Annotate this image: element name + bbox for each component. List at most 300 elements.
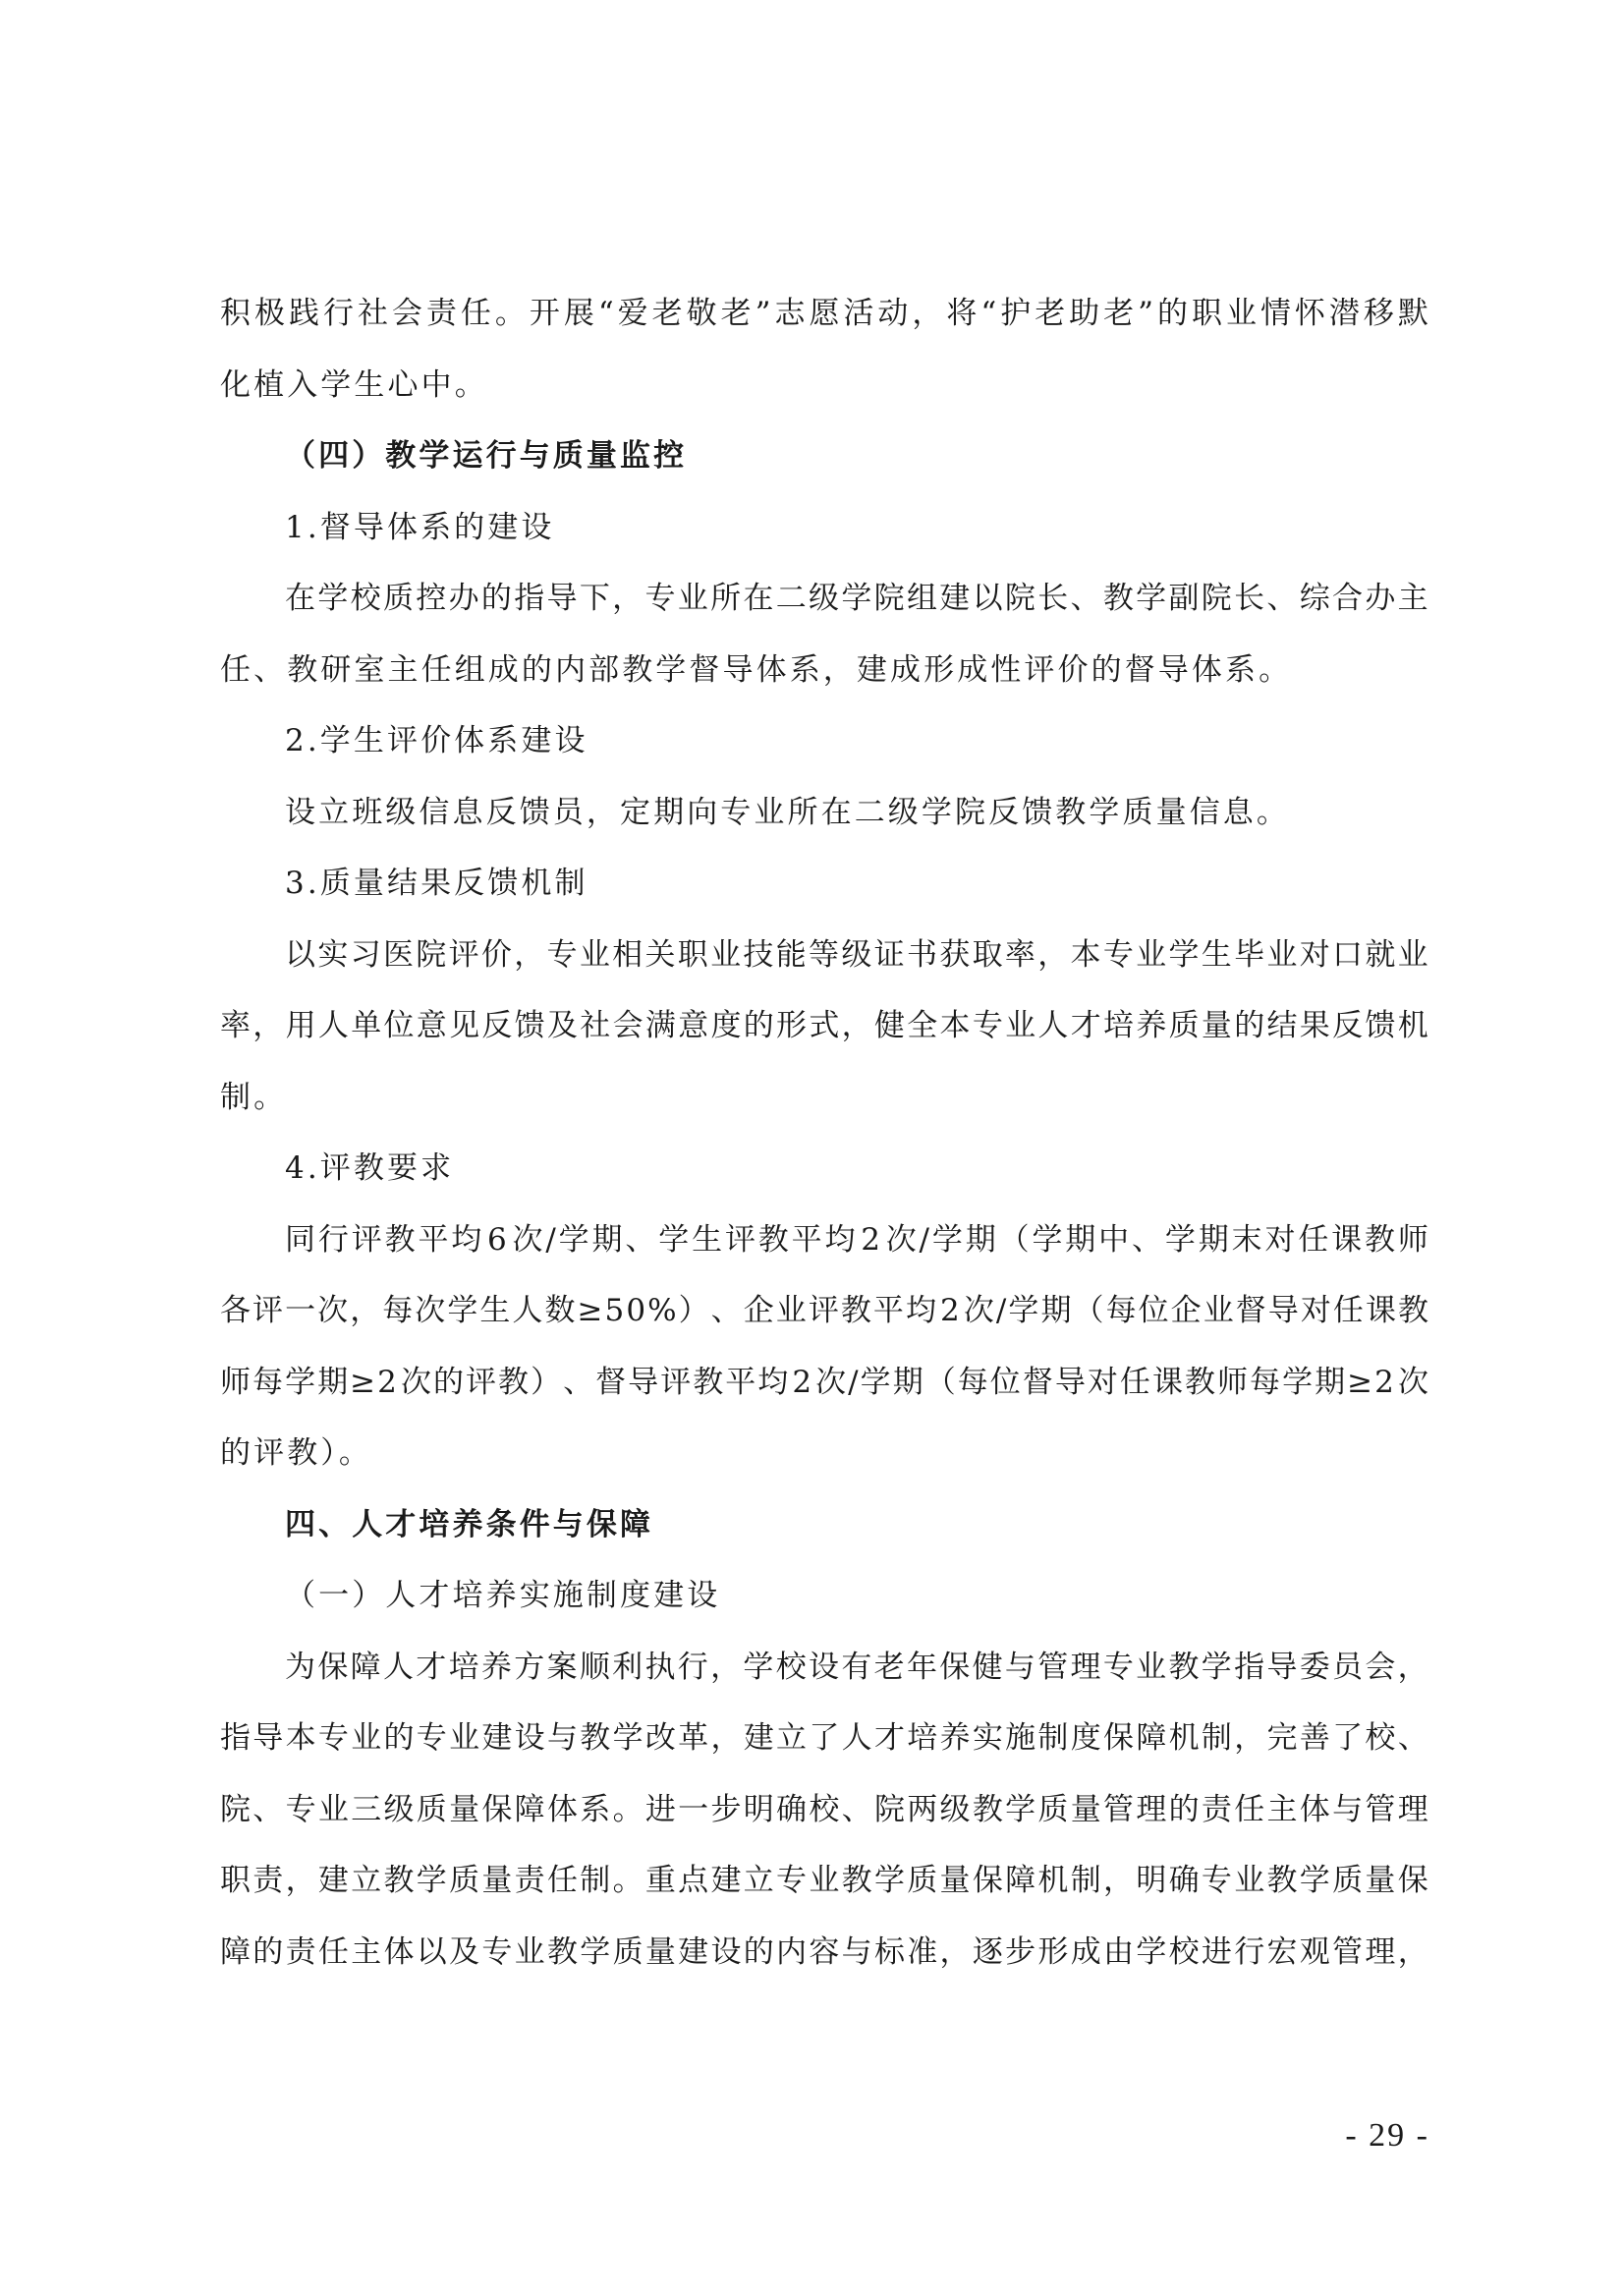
glyph: 关 — [644, 936, 676, 973]
glyph: / — [848, 1364, 859, 1400]
glyph: 设 — [809, 1649, 839, 1685]
glyph: 校 — [809, 1791, 840, 1827]
glyph: 学 — [1005, 1791, 1036, 1827]
glyph: 位 — [1138, 1293, 1169, 1328]
glyph: 业 — [1397, 936, 1428, 973]
glyph: 人 — [841, 1720, 872, 1756]
glyph: 标 — [873, 1933, 905, 1970]
glyph: 职 — [220, 1863, 251, 1898]
subsection-heading: 1.督导体系的建设 — [285, 509, 555, 545]
glyph: 由 — [1103, 1933, 1135, 1970]
glyph: 、 — [1266, 581, 1298, 616]
glyph: 院 — [1004, 581, 1035, 616]
glyph: 级 — [841, 936, 872, 973]
glyph: 行 — [1234, 1933, 1265, 1970]
glyph: 、 — [625, 1221, 656, 1258]
glyph: 业 — [677, 581, 708, 616]
glyph: 组 — [906, 581, 937, 616]
glyph: 人 — [512, 1293, 543, 1328]
glyph: 保 — [1103, 1720, 1135, 1756]
glyph: 。 — [494, 296, 526, 331]
glyph: 的 — [1168, 1791, 1200, 1827]
glyph: 2 — [377, 1364, 397, 1400]
glyph: 学 — [558, 1221, 589, 1258]
glyph: 与 — [841, 1933, 872, 1970]
glyph: 本 — [1070, 936, 1101, 973]
glyph: 机 — [1397, 1008, 1428, 1043]
glyph: 全 — [907, 1008, 938, 1043]
glyph: 业 — [1136, 1649, 1167, 1685]
glyph: 主 — [1266, 1791, 1298, 1827]
glyph: ， — [514, 936, 545, 973]
glyph: 利 — [612, 1649, 644, 1685]
glyph: 业 — [1234, 1863, 1265, 1898]
glyph: 愿 — [809, 296, 840, 331]
glyph: 次 — [512, 1221, 543, 1258]
glyph: 职 — [1191, 296, 1222, 331]
glyph: 理 — [1397, 1791, 1428, 1827]
glyph: 、 — [1070, 581, 1101, 616]
glyph: 平 — [418, 1221, 449, 1258]
paragraph-line: 制。 — [220, 1079, 288, 1115]
paragraph-line — [220, 1632, 1428, 1704]
glyph: 业 — [317, 1791, 349, 1827]
glyph: 建 — [939, 581, 971, 616]
glyph: 内 — [776, 1933, 808, 1970]
glyph: 评 — [466, 1364, 496, 1400]
glyph: 以 — [285, 936, 315, 973]
glyph: ， — [710, 1649, 742, 1685]
glyph: 平 — [872, 1293, 904, 1328]
glyph: 革 — [678, 1720, 709, 1756]
glyph: 专 — [285, 1791, 316, 1827]
glyph: 明 — [743, 1791, 774, 1827]
glyph: 以 — [972, 581, 1003, 616]
glyph: 三 — [351, 1791, 382, 1827]
glyph: 体 — [546, 1791, 578, 1827]
glyph: ， — [1234, 1720, 1265, 1756]
glyph: 量 — [644, 1933, 676, 1970]
glyph: 委 — [1299, 1649, 1330, 1685]
glyph: 助 — [1069, 296, 1100, 331]
paragraph-line — [220, 1347, 1428, 1419]
glyph: 院 — [873, 1791, 905, 1827]
glyph: 老 — [651, 296, 683, 331]
glyph: 教 — [1266, 1863, 1298, 1898]
glyph: 均 — [451, 1221, 482, 1258]
glyph: 毕 — [1234, 936, 1265, 973]
glyph: ， — [841, 1008, 872, 1043]
glyph: 师 — [220, 1364, 251, 1400]
glyph: 2 — [792, 1364, 812, 1400]
glyph: 技 — [743, 936, 774, 973]
glyph: 业 — [775, 1293, 807, 1328]
glyph: 级 — [809, 581, 839, 616]
paragraph-line — [220, 278, 1428, 350]
glyph: 校 — [1365, 1720, 1396, 1756]
glyph: 业 — [710, 936, 742, 973]
glyph: 业 — [351, 1720, 382, 1756]
glyph: 评 — [724, 1221, 756, 1258]
glyph: 制 — [1037, 1720, 1069, 1756]
glyph: 每 — [382, 1293, 414, 1328]
glyph: 学 — [658, 1221, 690, 1258]
glyph: 督 — [1022, 1364, 1053, 1400]
glyph: 学 — [1168, 936, 1200, 973]
glyph: 证 — [873, 936, 905, 973]
glyph: 设 — [514, 1720, 545, 1756]
glyph: 保 — [1397, 1863, 1428, 1898]
glyph: 2 — [1374, 1364, 1394, 1400]
glyph: 施 — [1005, 1720, 1036, 1756]
glyph: 教 — [1397, 1293, 1428, 1328]
glyph: 价 — [480, 936, 512, 973]
glyph: 形 — [1037, 1933, 1069, 1970]
glyph: （ — [1073, 1293, 1104, 1328]
glyph: 老 — [873, 1649, 905, 1685]
glyph: 学 — [317, 581, 349, 616]
glyph: 职 — [677, 936, 708, 973]
glyph: 进 — [644, 1791, 676, 1827]
glyph: 制 — [1201, 1720, 1232, 1756]
glyph: 业 — [809, 1863, 840, 1898]
glyph: 导 — [1054, 1364, 1086, 1400]
glyph: 学 — [1008, 1293, 1039, 1328]
glyph: 学 — [931, 1221, 963, 1258]
glyph: 培 — [448, 1649, 479, 1685]
glyph: 教 — [757, 1221, 789, 1258]
glyph: 反 — [481, 1008, 513, 1043]
glyph: ， — [1037, 936, 1069, 973]
glyph: ” — [1138, 296, 1153, 331]
glyph: 用 — [285, 1008, 316, 1043]
glyph: 副 — [1168, 581, 1200, 616]
glyph: 将 — [946, 296, 978, 331]
glyph: 数 — [544, 1293, 576, 1328]
glyph: 专 — [1102, 936, 1134, 973]
glyph: 才 — [416, 1649, 447, 1685]
glyph: ） — [678, 1293, 709, 1328]
glyph: 潜 — [1328, 296, 1360, 331]
subsection-heading: 3.质量结果反馈机制 — [285, 866, 588, 901]
glyph: 任 — [460, 296, 491, 331]
glyph: 导 — [252, 1720, 284, 1756]
glyph: 以 — [416, 1933, 447, 1970]
glyph: 口 — [1332, 936, 1363, 973]
glyph: 顺 — [579, 1649, 610, 1685]
glyph: 校 — [775, 1649, 807, 1685]
glyph: 对 — [1264, 1221, 1296, 1258]
glyph: 成 — [1070, 1933, 1101, 1970]
glyph: 会 — [1365, 1649, 1396, 1685]
glyph: 建 — [678, 1933, 709, 1970]
glyph: 积 — [220, 296, 251, 331]
glyph: 位 — [383, 1008, 415, 1043]
glyph: 。 — [612, 1791, 644, 1827]
glyph: 评 — [808, 1293, 839, 1328]
glyph: 课 — [1331, 1221, 1363, 1258]
subsection-heading: 2.学生评价体系建设 — [285, 723, 588, 758]
glyph: 任 — [1332, 1293, 1364, 1328]
glyph: 期 — [965, 1221, 996, 1258]
glyph: 办 — [1365, 581, 1396, 616]
glyph: 逐 — [972, 1933, 1003, 1970]
glyph: 形 — [776, 1008, 808, 1043]
glyph: 二 — [775, 581, 807, 616]
glyph: 业 — [1136, 936, 1167, 973]
glyph: 老 — [1035, 296, 1066, 331]
glyph: 质 — [1168, 1008, 1200, 1043]
glyph: 习 — [350, 936, 381, 973]
glyph: 次 — [400, 1364, 431, 1400]
glyph: 建 — [317, 1863, 349, 1898]
glyph: ， — [1397, 1933, 1428, 1970]
glyph: 管 — [1037, 1649, 1069, 1685]
glyph: 立 — [351, 1863, 382, 1898]
glyph: 学 — [416, 1863, 447, 1898]
glyph: 学 — [1299, 1863, 1330, 1898]
glyph: 次 — [885, 1221, 917, 1258]
glyph: 宏 — [1266, 1933, 1298, 1970]
glyph: ， — [1103, 1863, 1135, 1898]
glyph: 管 — [1365, 1791, 1396, 1827]
glyph: 完 — [1266, 1720, 1298, 1756]
glyph: 与 — [1332, 1791, 1364, 1827]
glyph: 方 — [514, 1649, 545, 1685]
glyph: 一 — [285, 1293, 316, 1328]
glyph: 立 — [743, 1863, 774, 1898]
glyph: 期 — [591, 1221, 623, 1258]
glyph: 质 — [382, 581, 414, 616]
glyph: 学 — [285, 1364, 316, 1400]
glyph: 默 — [1397, 296, 1428, 331]
glyph: 责 — [514, 1863, 545, 1898]
glyph: 末 — [1231, 1221, 1262, 1258]
paragraph-line — [220, 920, 1428, 991]
glyph: 移 — [1363, 296, 1394, 331]
glyph: 专 — [481, 1933, 513, 1970]
glyph: 课 — [1151, 1364, 1183, 1400]
glyph: 重 — [644, 1863, 676, 1898]
glyph: 均 — [757, 1364, 789, 1400]
glyph: 量 — [1070, 1791, 1101, 1827]
glyph: 人 — [317, 1008, 349, 1043]
glyph: 养 — [939, 1720, 971, 1756]
glyph: 责 — [285, 1933, 316, 1970]
glyph: 专 — [317, 1720, 349, 1756]
paragraph-line — [220, 990, 1428, 1062]
glyph: 办 — [448, 581, 479, 616]
glyph: 院 — [873, 581, 905, 616]
glyph: ≥ — [350, 1364, 376, 1400]
glyph: 每 — [957, 1364, 988, 1400]
glyph: 长 — [1234, 581, 1265, 616]
glyph: 健 — [972, 1649, 1003, 1685]
glyph: 会 — [612, 1008, 644, 1043]
glyph: 实 — [972, 1720, 1003, 1756]
glyph: / — [995, 1293, 1007, 1328]
glyph: 开 — [529, 296, 560, 331]
glyph: 教 — [383, 1863, 415, 1898]
glyph: 实 — [317, 936, 349, 973]
glyph: 次 — [415, 1293, 446, 1328]
glyph: 导 — [546, 581, 578, 616]
chapter-heading: 四、人才培养条件与保障 — [285, 1506, 654, 1542]
glyph: ， — [612, 581, 644, 616]
glyph: 导 — [1266, 1649, 1298, 1685]
glyph: 质 — [1037, 1791, 1069, 1827]
glyph: 督 — [1235, 1293, 1266, 1328]
glyph: 社 — [580, 1008, 611, 1043]
glyph: 保 — [972, 1863, 1003, 1898]
glyph: ， — [350, 1293, 381, 1328]
glyph: 次 — [963, 1293, 994, 1328]
glyph: 保 — [481, 1791, 513, 1827]
glyph: 体 — [383, 1933, 415, 1970]
glyph: 评 — [351, 1221, 382, 1258]
glyph: 院 — [416, 936, 447, 973]
glyph: 责 — [252, 1863, 284, 1898]
glyph: 任 — [1234, 1791, 1265, 1827]
glyph: 会 — [391, 296, 422, 331]
glyph: 管 — [1103, 1791, 1135, 1827]
glyph: 期 — [317, 1364, 349, 1400]
glyph: 果 — [1299, 1008, 1330, 1043]
glyph: 才 — [873, 1720, 905, 1756]
glyph: 综 — [1299, 581, 1330, 616]
glyph: 任 — [317, 1933, 349, 1970]
glyph: 教 — [1102, 581, 1134, 616]
glyph: 活 — [843, 296, 874, 331]
glyph: 执 — [644, 1649, 676, 1685]
glyph: 量 — [1365, 1863, 1396, 1898]
glyph: 步 — [1005, 1933, 1036, 1970]
glyph: 任 — [1119, 1364, 1150, 1400]
glyph: 教 — [498, 1364, 530, 1400]
glyph: 业 — [449, 1720, 480, 1756]
glyph: 业 — [579, 936, 610, 973]
glyph: / — [919, 1221, 929, 1258]
glyph: 理 — [1070, 1649, 1101, 1685]
glyph: 行 — [322, 296, 354, 331]
glyph: 与 — [546, 1720, 578, 1756]
glyph: 本 — [939, 1008, 971, 1043]
glyph: 课 — [1365, 1293, 1396, 1328]
glyph: 合 — [1332, 581, 1363, 616]
glyph: 、 — [1132, 1221, 1163, 1258]
glyph: 能 — [775, 936, 807, 973]
glyph: 度 — [1070, 1720, 1101, 1756]
glyph: 校 — [350, 581, 381, 616]
glyph: 师 — [1217, 1364, 1248, 1400]
glyph: 一 — [678, 1791, 709, 1827]
glyph: 、 — [841, 1791, 872, 1827]
glyph: 设 — [710, 1933, 742, 1970]
paragraph-line — [220, 1703, 1428, 1774]
glyph: 养 — [480, 1649, 512, 1685]
glyph: 校 — [1168, 1933, 1200, 1970]
glyph: 任 — [546, 1863, 578, 1898]
glyph: 督 — [595, 1364, 627, 1400]
glyph: 学 — [873, 1863, 905, 1898]
glyph: 行 — [677, 1649, 708, 1685]
glyph: 单 — [351, 1008, 382, 1043]
glyph: 结 — [1266, 1008, 1298, 1043]
glyph: 平 — [725, 1364, 756, 1400]
glyph: 专 — [644, 581, 676, 616]
glyph: 取 — [972, 936, 1003, 973]
glyph: 各 — [220, 1293, 251, 1328]
glyph: 及 — [546, 1008, 578, 1043]
glyph: / — [545, 1221, 556, 1258]
glyph: 建 — [710, 1863, 742, 1898]
glyph: 情 — [1259, 296, 1291, 331]
glyph: 教 — [580, 1720, 611, 1756]
glyph: 体 — [1299, 1791, 1330, 1827]
paragraph-line — [220, 1275, 1428, 1347]
glyph: 对 — [1087, 1364, 1118, 1400]
glyph: 主 — [1397, 581, 1428, 616]
glyph: 量 — [1201, 1008, 1232, 1043]
glyph: 及 — [449, 1933, 480, 1970]
glyph: 年 — [906, 1649, 937, 1685]
glyph: 业 — [1005, 1008, 1036, 1043]
glyph: ” — [755, 296, 771, 331]
glyph: 中 — [1098, 1221, 1130, 1258]
glyph: ≥ — [577, 1293, 603, 1328]
glyph: 社 — [357, 296, 388, 331]
glyph: 机 — [1037, 1863, 1069, 1898]
glyph: % — [647, 1293, 677, 1328]
glyph: 相 — [612, 936, 644, 973]
glyph: 动 — [877, 296, 909, 331]
glyph: 每 — [252, 1364, 284, 1400]
glyph: 期 — [892, 1364, 923, 1400]
glyph: 确 — [1168, 1863, 1200, 1898]
glyph: 改 — [644, 1720, 676, 1756]
glyph: 每 — [1105, 1293, 1137, 1328]
glyph: 人 — [1037, 1008, 1069, 1043]
glyph: 建 — [743, 1720, 774, 1756]
glyph: 建 — [481, 1720, 513, 1756]
glyph: 培 — [907, 1720, 938, 1756]
glyph: 均 — [824, 1221, 856, 1258]
glyph: 的 — [480, 581, 512, 616]
glyph: 学 — [841, 581, 872, 616]
glyph: 馈 — [514, 1008, 545, 1043]
glyph: 级 — [383, 1791, 415, 1827]
glyph: 践 — [288, 296, 319, 331]
glyph: 善 — [1299, 1720, 1330, 1756]
glyph: 院 — [1201, 581, 1232, 616]
glyph: 专 — [972, 1008, 1003, 1043]
glyph: 。 — [612, 1863, 644, 1898]
glyph: 量 — [449, 1791, 480, 1827]
glyph: （ — [998, 1221, 1030, 1258]
glyph: 见 — [449, 1008, 480, 1043]
glyph: 质 — [449, 1863, 480, 1898]
glyph: ， — [912, 296, 943, 331]
glyph: 专 — [546, 936, 578, 973]
glyph: 6 — [487, 1221, 507, 1258]
glyph: 才 — [1070, 1008, 1101, 1043]
glyph: 容 — [809, 1933, 840, 1970]
glyph: 生 — [479, 1293, 511, 1328]
glyph: 质 — [907, 1863, 938, 1898]
glyph: 老 — [720, 296, 752, 331]
glyph: 期 — [1315, 1364, 1346, 1400]
glyph: 理 — [1136, 1791, 1167, 1827]
